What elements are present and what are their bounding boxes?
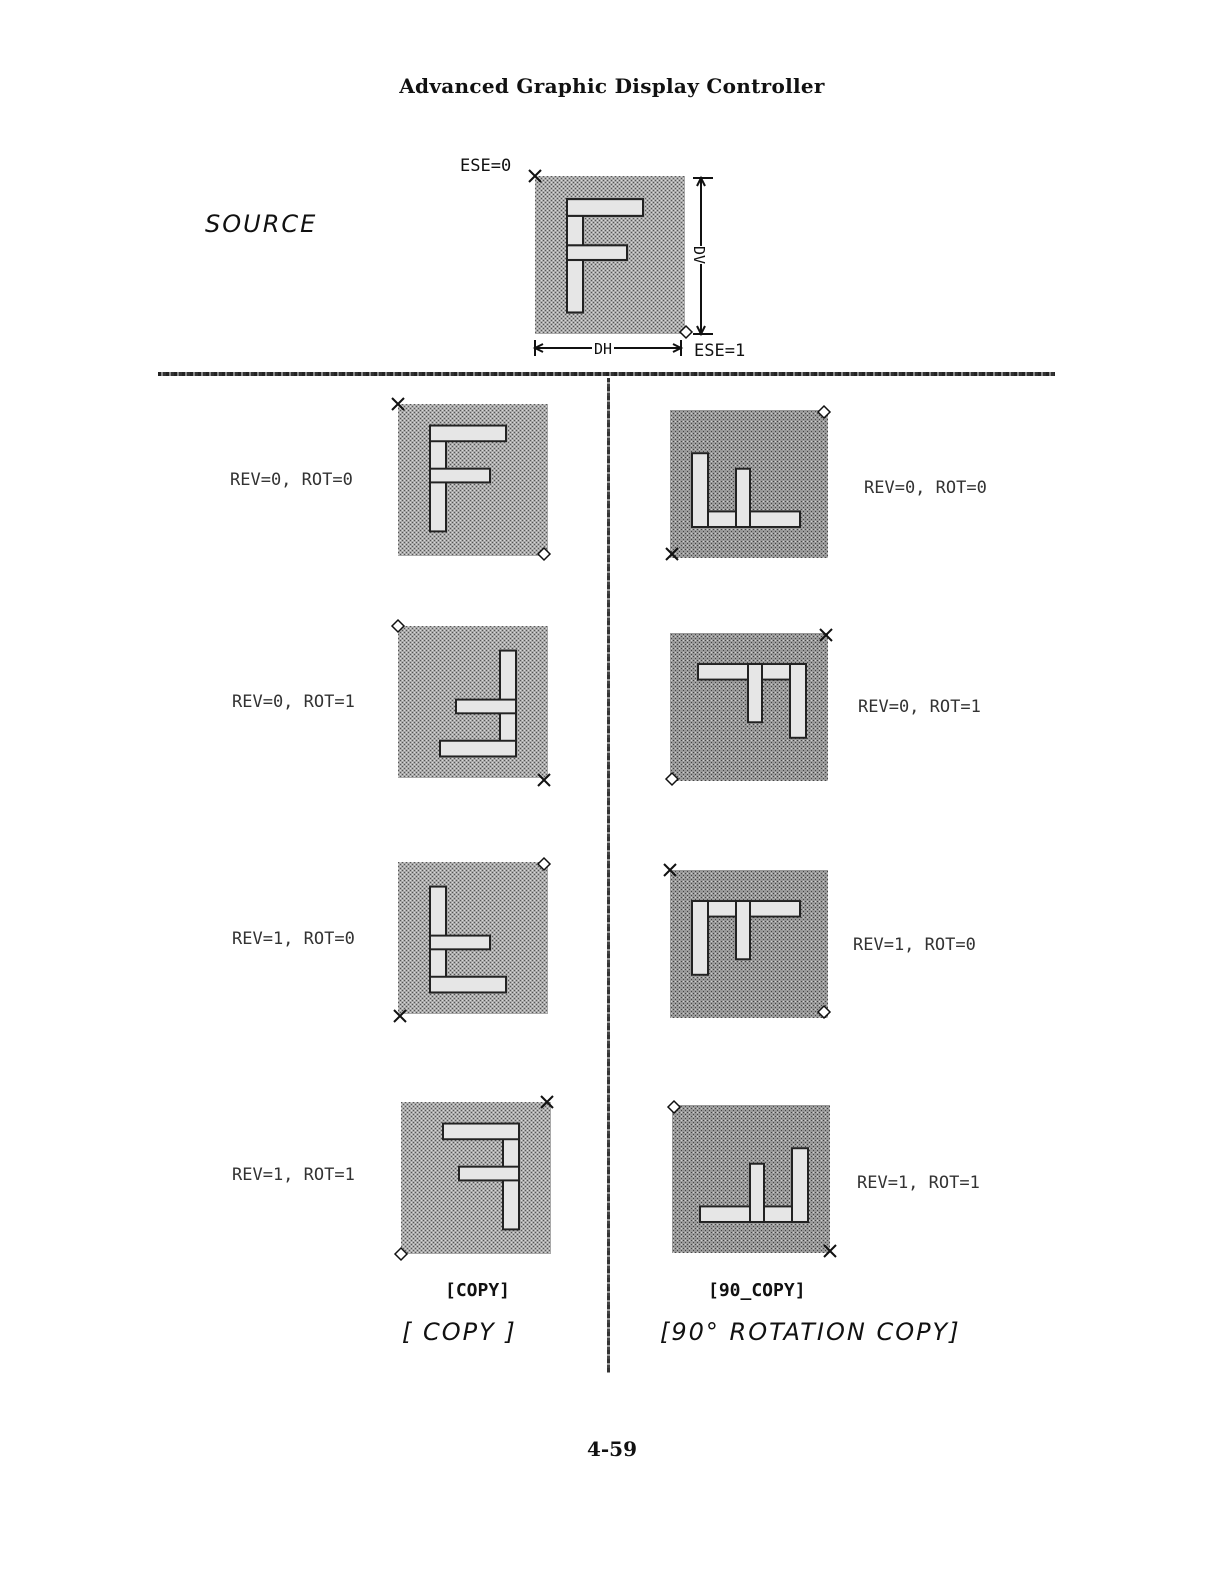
copy-tile-rev0-rot0: [388, 394, 560, 568]
copy-caption-mono: [COPY]: [445, 1280, 511, 1301]
copy-caption-hand: [ COPY ]: [402, 1318, 517, 1346]
copy-label-1: REV=0, ROT=0: [230, 470, 353, 490]
rot-label-1: REV=0, ROT=0: [864, 478, 987, 498]
rot-tile-rev0-rot0: [660, 400, 840, 574]
copy-label-2: REV=0, ROT=1: [232, 692, 355, 712]
copy-label-4: REV=1, ROT=1: [232, 1165, 355, 1185]
ese0-label: ESE=0: [460, 156, 512, 176]
source-label: SOURCE: [205, 210, 318, 238]
rot-caption-hand: [90° ROTATION COPY]: [660, 1318, 961, 1346]
copy-tile-rev1-rot1: [391, 1092, 563, 1266]
rot-tile-rev1-rot0: [660, 860, 840, 1034]
copy-tile-rev1-rot0: [388, 852, 560, 1026]
dv-label: DV: [690, 245, 709, 265]
rot-label-4: REV=1, ROT=1: [857, 1173, 980, 1193]
ese1-label: ESE=1: [694, 341, 746, 361]
dh-label: DH: [594, 340, 613, 358]
copy-tile-rev0-rot1: [388, 616, 560, 790]
copy-label-3: REV=1, ROT=0: [232, 929, 355, 949]
rot-caption-mono: [90_COPY]: [708, 1280, 806, 1301]
rot-label-3: REV=1, ROT=0: [853, 935, 976, 955]
horizontal-divider: [158, 372, 1055, 376]
rot-tile-rev0-rot1: [660, 623, 840, 797]
page-title: Advanced Graphic Display Controller: [399, 74, 825, 98]
vertical-divider: [607, 378, 610, 1373]
rot-tile-rev1-rot1: [662, 1095, 842, 1269]
source-diagram: [525, 166, 755, 366]
rot-label-2: REV=0, ROT=1: [858, 697, 981, 717]
page-number: 4-59: [586, 1437, 638, 1461]
